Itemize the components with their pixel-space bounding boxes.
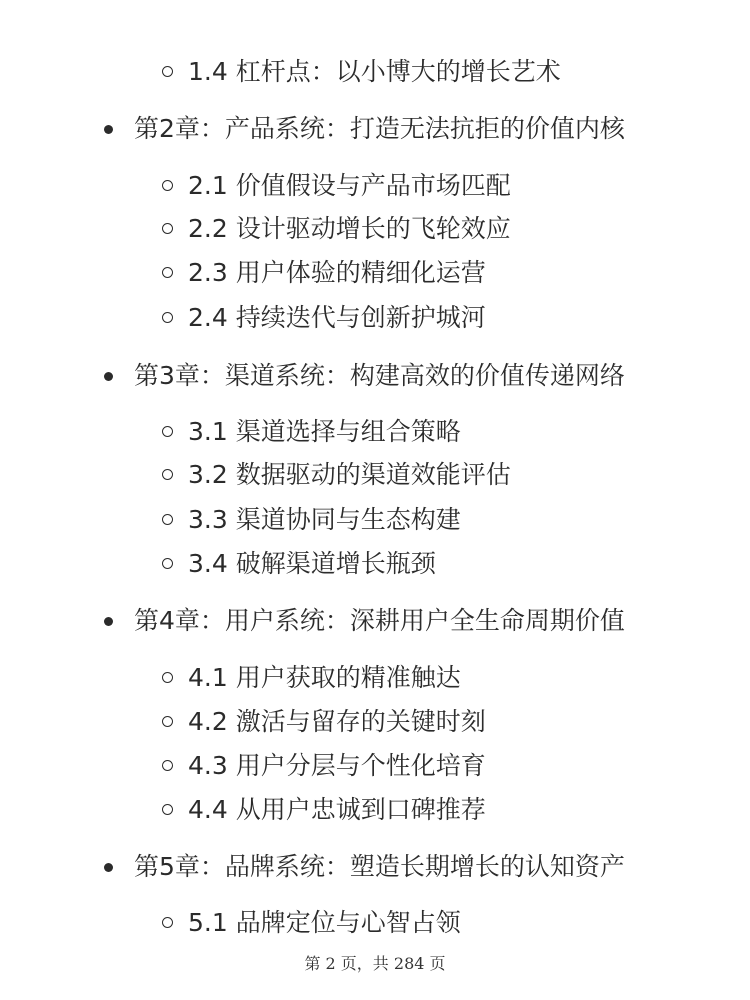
circle-bullet-icon xyxy=(162,223,173,234)
circle-bullet-icon xyxy=(162,804,173,815)
circle-bullet-icon xyxy=(162,66,173,77)
circle-bullet-icon xyxy=(162,760,173,771)
disc-bullet-icon xyxy=(104,372,113,381)
section-title: 2.1 价值假设与产品市场匹配 xyxy=(188,171,511,200)
section-title: 3.2 数据驱动的渠道效能评估 xyxy=(188,460,511,489)
circle-bullet-icon xyxy=(162,672,173,683)
section-title: 2.4 持续迭代与创新护城河 xyxy=(188,303,486,332)
section-title: 4.2 激活与留存的关键时刻 xyxy=(188,707,486,736)
page-number-footer: 第 2 页，共 284 页 xyxy=(304,954,446,973)
circle-bullet-icon xyxy=(162,514,173,525)
circle-bullet-icon xyxy=(162,312,173,323)
disc-bullet-icon xyxy=(104,125,113,134)
circle-bullet-icon xyxy=(162,716,173,727)
circle-bullet-icon xyxy=(162,267,173,278)
disc-bullet-icon xyxy=(104,617,113,626)
chapter-title: 第3章：渠道系统：构建高效的价值传递网络 xyxy=(134,361,625,390)
section-title: 4.3 用户分层与个性化培育 xyxy=(188,751,486,780)
chapter-title: 第5章：品牌系统：塑造长期增长的认知资产 xyxy=(134,852,625,881)
section-title: 4.4 从用户忠诚到口碑推荐 xyxy=(188,795,486,824)
circle-bullet-icon xyxy=(162,917,173,928)
circle-bullet-icon xyxy=(162,180,173,191)
section-title: 2.2 设计驱动增长的飞轮效应 xyxy=(188,214,511,243)
circle-bullet-icon xyxy=(162,558,173,569)
section-title: 5.1 品牌定位与心智占领 xyxy=(188,908,461,937)
chapter-title: 第4章：用户系统：深耕用户全生命周期价值 xyxy=(134,606,625,635)
circle-bullet-icon xyxy=(162,426,173,437)
section-title: 2.3 用户体验的精细化运营 xyxy=(188,258,486,287)
section-title: 3.3 渠道协同与生态构建 xyxy=(188,505,461,534)
chapter-title: 第2章：产品系统：打造无法抗拒的价值内核 xyxy=(134,114,625,143)
section-title: 1.4 杠杆点：以小博大的增长艺术 xyxy=(188,57,561,86)
section-title: 3.4 破解渠道增长瓶颈 xyxy=(188,549,436,578)
section-title: 3.1 渠道选择与组合策略 xyxy=(188,417,461,446)
disc-bullet-icon xyxy=(104,863,113,872)
circle-bullet-icon xyxy=(162,469,173,480)
section-title: 4.1 用户获取的精准触达 xyxy=(188,663,461,692)
